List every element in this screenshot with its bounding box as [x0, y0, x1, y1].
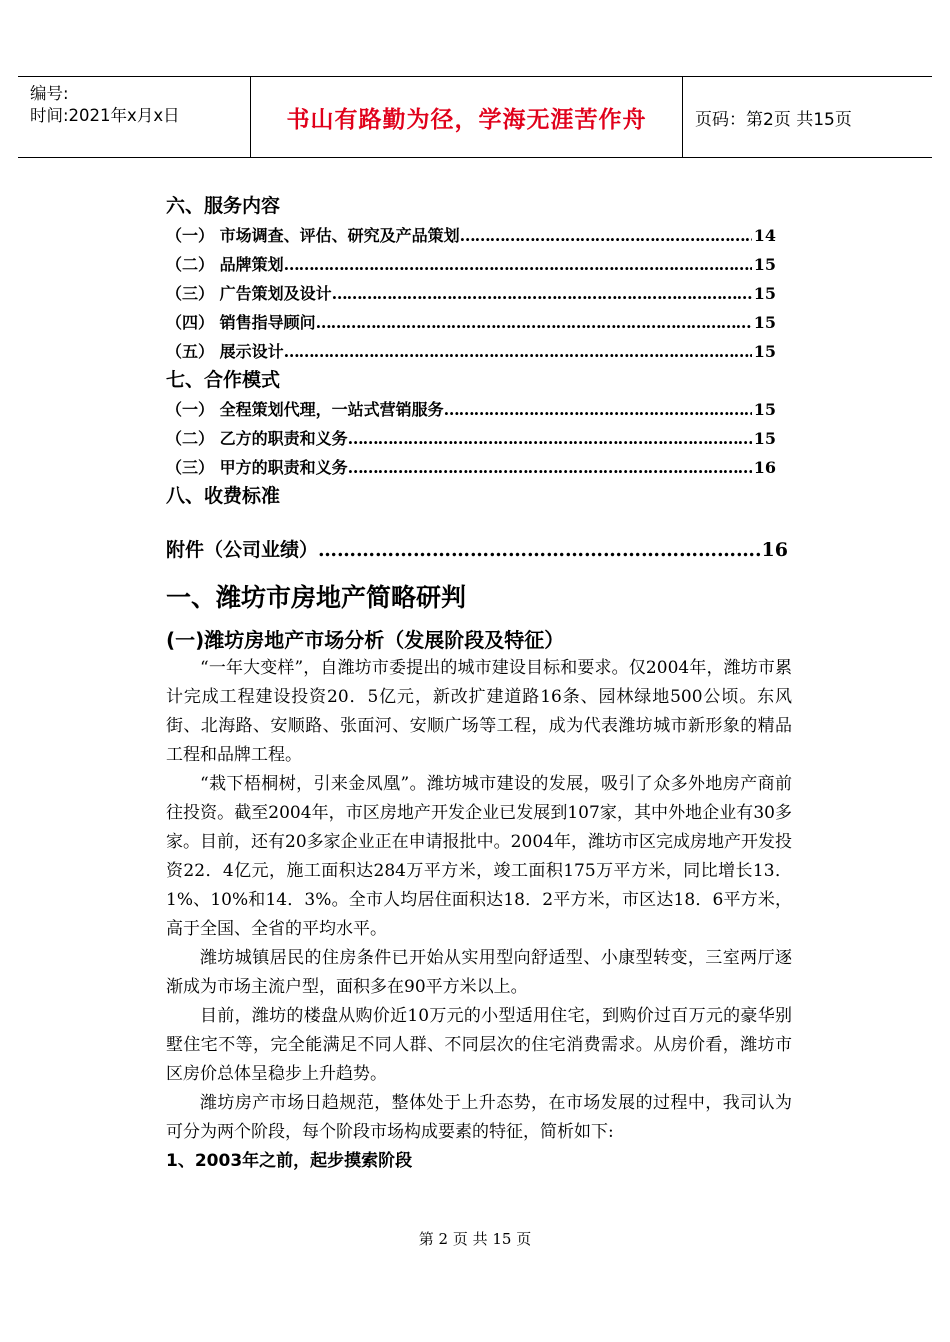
- paragraph: “一年大变样”，自潍坊市委提出的城市建设目标和要求。仅2004年，潍坊市累计完成工程建设投资20．5亿元，新改扩建道路16条、园林绿地500公顷。东风街、北海路、安顺路、张面河、安顺广场等工程，成为代表潍坊城市新形象的精品工程和品牌工程。: [166, 658, 792, 765]
- toc-page-number: 15: [753, 255, 776, 274]
- toc-page-number: 15: [753, 400, 776, 419]
- toc-entry[interactable]: （一） 市场调查、评估、研究及产品策划 ………………………………………………………………………………………………………………… 14: [166, 221, 776, 250]
- footer-page-number: 第 2 页 共 15 页: [418, 1230, 532, 1248]
- toc-page-number: 14: [753, 226, 776, 245]
- toc-page-number: 16: [753, 458, 776, 477]
- paragraph: 目前，潍坊的楼盘从购价近10万元的小型适用住宅，到购价过百万元的豪华别墅住宅不等，完全能满足不同人群、不同层次的住宅消费需求。从房价看，潍坊市区房价总体呈稳步上升趋势。: [166, 1006, 792, 1084]
- toc-entry[interactable]: （三） 甲方的职责和义务 ………………………………………………………………………………………………………………… 16: [166, 453, 776, 482]
- toc-page-number: 15: [753, 284, 776, 303]
- toc-section-8: 八、收费标准: [166, 485, 281, 507]
- subsection-heading: (一)潍坊房地产市场分析（发展阶段及特征）: [166, 628, 565, 652]
- document-time: 时间:2021年x月x日: [30, 106, 180, 125]
- page-indicator: 页码：第2页 共15页: [695, 109, 852, 130]
- toc-appendix-entry[interactable]: 附件（公司业绩） …………………………………………………………………………………………………… 16: [166, 533, 788, 567]
- toc-entry[interactable]: （五） 展示设计 ………………………………………………………………………………………………………………… 15: [166, 337, 776, 366]
- toc-entry[interactable]: （四） 销售指导顾问 ………………………………………………………………………………………………………………… 15: [166, 308, 776, 337]
- toc-page-number: 16: [761, 539, 788, 561]
- toc-entry[interactable]: （三） 广告策划及设计 ………………………………………………………………………………………………………………… 15: [166, 279, 776, 308]
- page-header: [18, 76, 932, 158]
- toc-entry[interactable]: （二） 乙方的职责和义务 ………………………………………………………………………………………………………………… 15: [166, 424, 776, 453]
- body-text: [166, 654, 792, 1176]
- document-number: 编号:: [30, 84, 69, 103]
- paragraph: 潍坊城镇居民的住房条件已开始从实用型向舒适型、小康型转变，三室两厅逐渐成为市场主流户型，面积多在90平方米以上。: [166, 948, 792, 997]
- paragraph: 潍坊房产市场日趋规范，整体处于上升态势，在市场发展的过程中，我司认为可分为两个阶段，每个阶段市场构成要素的特征，简析如下:: [166, 1093, 792, 1142]
- paragraph: “栽下梧桐树，引来金凤凰”。潍坊城市建设的发展，吸引了众多外地房产商前往投资。截至2004年，市区房地产开发企业已发展到107家，其中外地企业有30多家。目前，还有20多家企业正在申请报批中。2004年，潍坊市区完成房地产开发投资22．4亿元，施工面积达284万平方米，竣工面积175万平方米，同比增长13．1%、10%和14．3%。全市人均居住面积达18．2平方米，市区达18．6平方米，高于全国、全省的平均水平。: [166, 774, 792, 939]
- table-of-contents: [166, 192, 788, 567]
- section-heading: 一、潍坊市房地产简略研判: [166, 583, 467, 612]
- header-motto: [251, 77, 683, 157]
- toc-page-number: 15: [753, 313, 776, 332]
- toc-entry[interactable]: （二） 品牌策划 ………………………………………………………………………………………………………………… 15: [166, 250, 776, 279]
- toc-page-number: 15: [753, 429, 776, 448]
- toc-page-number: 15: [753, 342, 776, 361]
- toc-section-6: 六、服务内容: [166, 195, 281, 217]
- stage-heading: 1、2003年之前，起步摸索阶段: [166, 1151, 413, 1171]
- header-meta: [18, 77, 251, 157]
- motto-text: 书山有路勤为径，学海无涯苦作舟: [286, 106, 647, 133]
- toc-section-7: 七、合作模式: [166, 369, 281, 391]
- toc-entry[interactable]: （一） 全程策划代理，一站式营销服务 ………………………………………………………………………………………………………………… 15: [166, 395, 776, 424]
- page-footer: [0, 1228, 950, 1249]
- header-page: [683, 77, 932, 157]
